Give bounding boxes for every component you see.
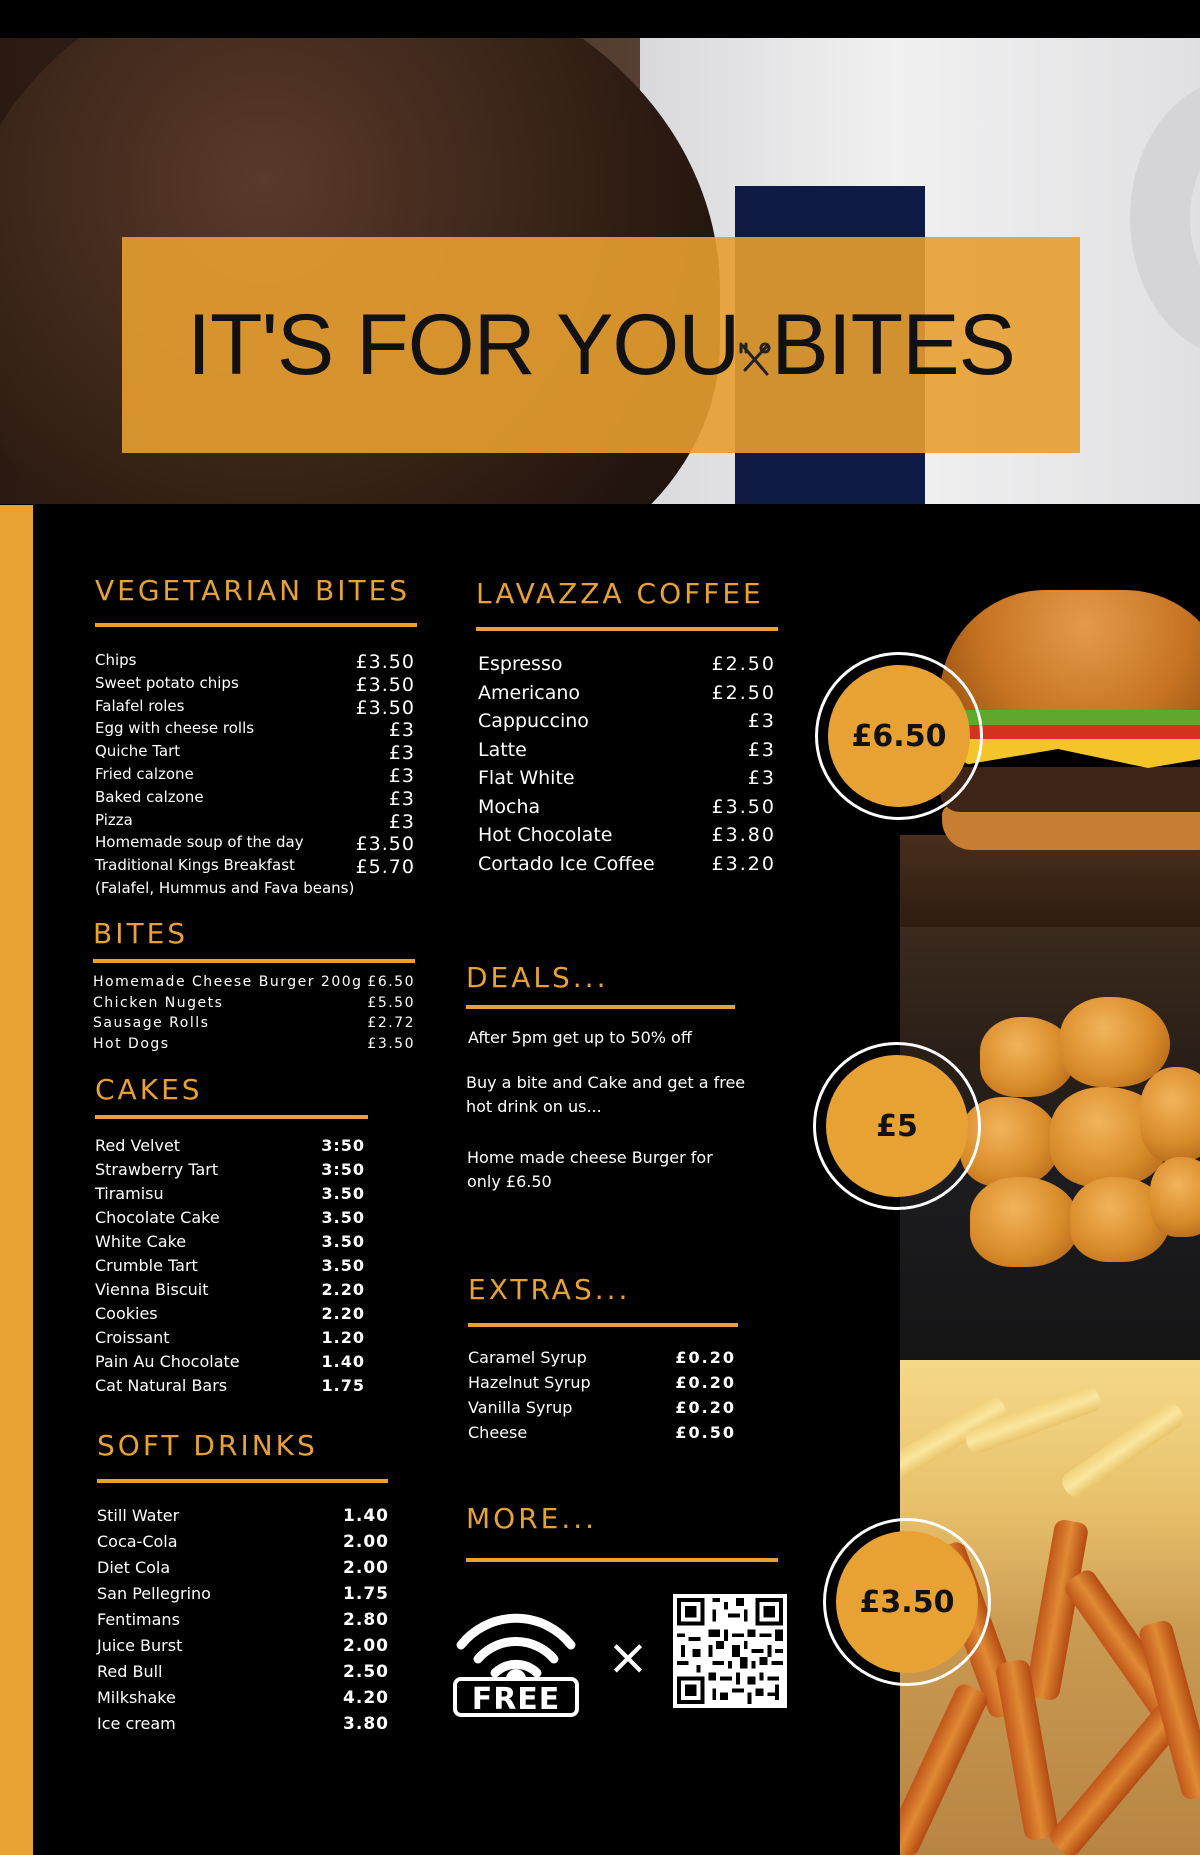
nugget bbox=[1150, 1157, 1200, 1237]
menu-item bbox=[95, 856, 415, 879]
patty bbox=[940, 767, 1200, 812]
price-circle-label: £6.50 bbox=[828, 665, 970, 807]
menu-item bbox=[97, 1506, 389, 1532]
menu-item-price: 1.40 bbox=[321, 1352, 365, 1371]
menu-item-price: £0.50 bbox=[675, 1423, 736, 1442]
section-title-deals: DEALS... bbox=[466, 961, 609, 994]
soft-drinks-list bbox=[97, 1506, 389, 1740]
qr-code[interactable] bbox=[673, 1594, 787, 1708]
menu-item-name: Ice cream bbox=[97, 1714, 176, 1733]
section-title-bites: BITES bbox=[93, 917, 189, 950]
menu-item-name: Still Water bbox=[97, 1506, 180, 1525]
menu-item bbox=[95, 1280, 365, 1304]
menu-item bbox=[95, 1352, 365, 1376]
menu-item bbox=[95, 719, 415, 742]
wifi-free-label: FREE bbox=[471, 1682, 561, 1717]
menu-item bbox=[95, 742, 415, 765]
menu-item-name: Diet Cola bbox=[97, 1558, 171, 1577]
menu-item-price: 3.50 bbox=[321, 1256, 365, 1275]
nugget bbox=[1140, 1067, 1200, 1162]
menu-item-price: 2.80 bbox=[343, 1610, 389, 1630]
menu-item-price: £3.50 bbox=[367, 1035, 415, 1052]
menu-item bbox=[93, 995, 415, 1016]
menu-item bbox=[95, 1328, 365, 1352]
title-banner bbox=[122, 237, 1080, 453]
menu-item-name: San Pellegrino bbox=[97, 1584, 211, 1603]
menu-item bbox=[95, 651, 415, 674]
section-title-more: MORE... bbox=[466, 1502, 598, 1535]
menu-item bbox=[478, 767, 776, 796]
menu-item-price: 3.50 bbox=[321, 1208, 365, 1227]
menu-item-name: Chips bbox=[95, 651, 137, 669]
menu-item-name: Flat White bbox=[478, 767, 575, 789]
menu-item-price: £3.50 bbox=[355, 833, 415, 856]
menu-item-price: £0.20 bbox=[675, 1373, 736, 1392]
page-title bbox=[187, 296, 1015, 395]
menu-item-name: Pizza bbox=[95, 810, 133, 829]
menu-item-price: £3.50 bbox=[355, 651, 415, 673]
fry bbox=[900, 1681, 990, 1855]
menu-item bbox=[95, 1160, 365, 1184]
section-title-extras: EXTRAS... bbox=[468, 1273, 631, 1306]
cup-handle bbox=[1130, 78, 1200, 358]
menu-item-price: £3 bbox=[388, 719, 415, 742]
menu-item-name: Juice Burst bbox=[97, 1636, 183, 1655]
menu-item bbox=[97, 1636, 389, 1662]
menu-item-name: Croissant bbox=[95, 1328, 170, 1347]
menu-item-price: £3 bbox=[747, 710, 776, 732]
utensils-icon bbox=[735, 340, 775, 380]
menu-item-price: 3:50 bbox=[321, 1160, 365, 1179]
menu-item-name: Americano bbox=[478, 681, 581, 704]
menu-item bbox=[95, 674, 415, 697]
menu-item-name: Red Bull bbox=[97, 1662, 163, 1681]
menu-item bbox=[468, 1423, 736, 1448]
menu-item-price: 2.20 bbox=[321, 1280, 365, 1299]
menu-item bbox=[95, 1304, 365, 1328]
menu-item-name: Traditional Kings Breakfast bbox=[95, 856, 295, 875]
menu-item-name: Chicken Nugets bbox=[93, 994, 224, 1011]
menu-item-name: Homemade Cheese Burger 200g bbox=[93, 974, 363, 990]
menu-item bbox=[97, 1532, 389, 1558]
menu-item bbox=[95, 1184, 365, 1208]
menu-item-price: 1.20 bbox=[321, 1328, 365, 1347]
menu-item-name: Tiramisu bbox=[95, 1184, 164, 1203]
menu-item-price: 1.75 bbox=[343, 1584, 389, 1604]
menu-item-price: 3:50 bbox=[321, 1136, 365, 1155]
menu-item bbox=[95, 788, 415, 811]
menu-item-price: £3 bbox=[388, 764, 415, 787]
menu-item-price: 2.00 bbox=[343, 1532, 389, 1552]
menu-item bbox=[468, 1373, 736, 1398]
menu-item-name: Espresso bbox=[478, 653, 563, 675]
menu-item-price: £3.80 bbox=[711, 824, 776, 846]
menu-item bbox=[95, 1256, 365, 1280]
section-rule bbox=[476, 627, 778, 631]
menu-item-price: 2.00 bbox=[343, 1558, 389, 1578]
menu-item bbox=[95, 1208, 365, 1232]
menu-item-name: Cookies bbox=[95, 1304, 158, 1323]
price-circle-fries bbox=[823, 1518, 991, 1686]
menu-item-price: £2.72 bbox=[367, 1015, 415, 1031]
price-circle-nuggets bbox=[813, 1042, 981, 1210]
menu-item-price: £2.50 bbox=[711, 653, 776, 675]
menu-item-price: 3.50 bbox=[321, 1184, 365, 1203]
deal-text: After 5pm get up to 50% off bbox=[468, 1028, 692, 1047]
menu-item-name: Cheese bbox=[468, 1423, 528, 1442]
times-symbol: × bbox=[607, 1628, 649, 1686]
menu-item-price: 1.75 bbox=[321, 1376, 365, 1395]
menu-item bbox=[478, 653, 776, 682]
menu-item-name: Caramel Syrup bbox=[468, 1348, 587, 1367]
menu-item-name: Hot Chocolate bbox=[478, 824, 613, 846]
menu-item bbox=[95, 1232, 365, 1256]
menu-item-price: 2.00 bbox=[343, 1636, 389, 1656]
title-part-1: IT'S FOR YOU bbox=[187, 296, 740, 393]
section-rule bbox=[468, 1323, 738, 1327]
menu-item bbox=[478, 710, 776, 739]
section-title-coffee: LAVAZZA COFFEE bbox=[476, 577, 764, 610]
menu-item-name: Quiche Tart bbox=[95, 742, 181, 761]
menu-item-price: £5.50 bbox=[367, 994, 415, 1011]
menu-item bbox=[93, 974, 415, 995]
menu-item-price: 1.40 bbox=[343, 1506, 389, 1526]
price-circle-burger bbox=[815, 652, 983, 820]
menu-item-name: Vanilla Syrup bbox=[468, 1398, 573, 1417]
vegetarian-list bbox=[95, 651, 415, 902]
menu-item-name: Milkshake bbox=[97, 1688, 176, 1707]
menu-item-price: £3 bbox=[388, 787, 415, 810]
menu-item-price: £5.70 bbox=[355, 856, 415, 879]
menu-item-name: Fried calzone bbox=[95, 764, 194, 783]
nugget bbox=[970, 1177, 1080, 1267]
menu-item-name: Coca-Cola bbox=[97, 1532, 178, 1551]
menu-item bbox=[468, 1348, 736, 1373]
menu-item-name: Cappuccino bbox=[478, 710, 589, 732]
menu-item-name: Strawberry Tart bbox=[95, 1160, 219, 1179]
section-rule bbox=[93, 959, 415, 963]
menu-item-price: £3.50 bbox=[355, 696, 415, 719]
deal-text: Home made cheese Burger for only £6.50 bbox=[467, 1148, 713, 1191]
menu-item-name: Homemade soup of the day bbox=[95, 833, 304, 852]
menu-item bbox=[93, 1036, 415, 1057]
menu-item-price: £2.50 bbox=[711, 681, 776, 704]
section-rule bbox=[466, 1558, 778, 1562]
menu-item-name: Falafel roles bbox=[95, 696, 185, 715]
menu-item bbox=[97, 1610, 389, 1636]
fry bbox=[1137, 1619, 1200, 1802]
menu-item-price: £0.20 bbox=[675, 1348, 736, 1367]
menu-item-price: £3.50 bbox=[711, 795, 776, 818]
menu-item bbox=[95, 765, 415, 788]
menu-item bbox=[478, 796, 776, 825]
menu-item bbox=[97, 1584, 389, 1610]
menu-item-price: £6.50 bbox=[367, 974, 415, 990]
accent-strip bbox=[0, 505, 33, 1855]
menu-item bbox=[93, 1015, 415, 1036]
menu-item-price: 2.20 bbox=[321, 1304, 365, 1323]
menu-item-name: Crumble Tart bbox=[95, 1256, 198, 1275]
menu-item-name: (Falafel, Hummus and Fava beans) bbox=[95, 878, 355, 897]
menu-item bbox=[97, 1714, 389, 1740]
section-rule bbox=[97, 1479, 388, 1483]
menu-item-name: Chocolate Cake bbox=[95, 1208, 220, 1227]
bun-top bbox=[940, 590, 1200, 710]
menu-item-name: Hot Dogs bbox=[93, 1035, 170, 1052]
menu-item bbox=[478, 682, 776, 711]
menu-item-name: Egg with cheese rolls bbox=[95, 719, 255, 738]
menu-item-name: Cortado Ice Coffee bbox=[478, 852, 655, 875]
menu-item-name: Sausage Rolls bbox=[93, 1015, 210, 1031]
menu-item-name: Mocha bbox=[478, 795, 541, 818]
menu-item bbox=[95, 811, 415, 834]
menu-item-price: £0.20 bbox=[675, 1398, 736, 1417]
menu-item-price: 3.50 bbox=[321, 1232, 365, 1251]
deal-text: Buy a bite and Cake and get a free hot drink on us... bbox=[466, 1073, 746, 1116]
section-rule bbox=[95, 623, 417, 627]
section-rule bbox=[95, 1115, 368, 1119]
menu-item bbox=[478, 739, 776, 768]
menu-item-name: White Cake bbox=[95, 1232, 187, 1251]
menu-item bbox=[468, 1398, 736, 1423]
menu-item-price: £3.20 bbox=[711, 852, 776, 875]
menu-item-name: Cat Natural Bars bbox=[95, 1376, 228, 1395]
bites-list bbox=[93, 974, 415, 1056]
section-title-cakes: CAKES bbox=[95, 1073, 203, 1106]
menu-item-name: Vienna Biscuit bbox=[95, 1280, 209, 1299]
hero-photo bbox=[0, 38, 1200, 504]
coffee-list bbox=[478, 653, 776, 881]
menu-item-name: Pain Au Chocolate bbox=[95, 1352, 240, 1371]
menu-item-price: £3 bbox=[747, 767, 776, 789]
menu-item bbox=[95, 833, 415, 856]
section-title-vegetarian: VEGETARIAN BITES bbox=[95, 574, 411, 607]
menu-item bbox=[97, 1558, 389, 1584]
menu-item bbox=[95, 879, 415, 902]
menu-item-name: Fentimans bbox=[97, 1610, 180, 1629]
section-rule bbox=[466, 1005, 735, 1009]
menu-item bbox=[95, 1376, 365, 1400]
menu-item-price: £3.50 bbox=[355, 673, 415, 696]
price-circle-label: £3.50 bbox=[836, 1531, 978, 1673]
section-title-soft-drinks: SOFT DRINKS bbox=[97, 1429, 318, 1462]
menu-item-name: Sweet potato chips bbox=[95, 673, 239, 692]
menu-item bbox=[97, 1688, 389, 1714]
menu-item-name: Baked calzone bbox=[95, 787, 204, 806]
cakes-list bbox=[95, 1136, 365, 1400]
menu-item-price: 4.20 bbox=[343, 1688, 389, 1708]
menu-item-name: Latte bbox=[478, 738, 527, 761]
menu-item bbox=[478, 824, 776, 853]
menu-item-price: 2.50 bbox=[343, 1662, 389, 1682]
menu-item-name: Red Velvet bbox=[95, 1136, 181, 1155]
menu-item bbox=[478, 853, 776, 882]
price-circle-label: £5 bbox=[826, 1055, 968, 1197]
menu-item-price: £3 bbox=[747, 738, 776, 761]
menu-item bbox=[95, 697, 415, 720]
menu-item-name: Hazelnut Syrup bbox=[468, 1373, 591, 1392]
menu-item-price: 3.80 bbox=[343, 1714, 389, 1734]
menu-item bbox=[97, 1662, 389, 1688]
menu-item-price: £3 bbox=[388, 742, 415, 765]
menu-item-price: £3 bbox=[388, 810, 415, 833]
menu-item bbox=[95, 1136, 365, 1160]
title-part-2: BITES bbox=[771, 296, 1015, 393]
extras-list bbox=[468, 1348, 736, 1448]
